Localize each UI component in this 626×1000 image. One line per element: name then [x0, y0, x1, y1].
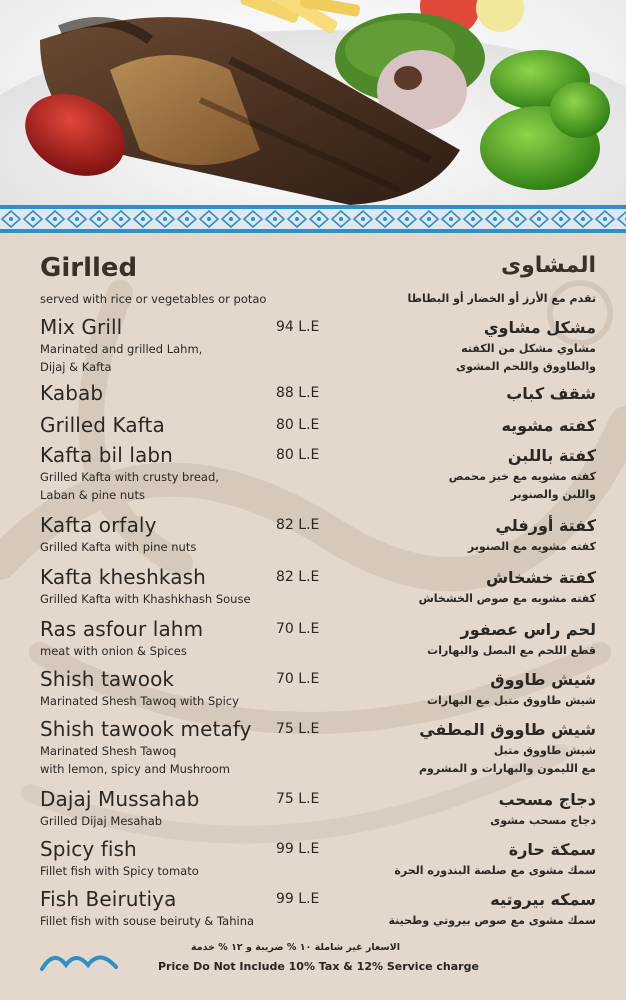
item-name-arabic: لحم راس عصفور	[460, 620, 596, 639]
band-dot	[383, 217, 387, 221]
band-dot	[471, 217, 475, 221]
band-dot	[53, 217, 57, 221]
item-price: 82 L.E	[276, 517, 320, 533]
band-dot	[273, 217, 277, 221]
item-description-arabic: مع الليمون والبهارات و المشروم	[418, 762, 596, 775]
band-dot	[317, 217, 321, 221]
item-description-english: meat with onion & Spices	[40, 644, 187, 658]
item-name-english: Mix Grill	[40, 315, 123, 339]
band-dot	[207, 217, 211, 221]
item-name-arabic: شقف كباب	[506, 384, 596, 403]
item-description-arabic: شيش طاووق متبل مع البهارات	[426, 694, 596, 707]
item-name-english: Shish tawook metafy	[40, 717, 252, 741]
item-description-english: Grilled Kafta with Khashkhash Souse	[40, 592, 251, 606]
item-price: 99 L.E	[276, 891, 320, 907]
wave-logo-icon	[40, 945, 120, 975]
band-dot	[251, 217, 255, 221]
item-name-english: Spicy fish	[40, 837, 137, 861]
item-description-arabic: سمك مشوى مع صوص بيروتي وطحينة	[388, 914, 596, 927]
item-description-arabic: كفته مشويه مع صوص الخشخاش	[418, 592, 596, 605]
item-name-english: Dajaj Mussahab	[40, 787, 200, 811]
item-description-arabic: سمك مشوى مع صلصة البندوره الحرة	[394, 864, 596, 877]
item-price: 94 L.E	[276, 319, 320, 335]
item-description-english: Grilled Kafta with pine nuts	[40, 540, 197, 554]
band-dot	[559, 217, 563, 221]
item-name-english: Kafta kheshkash	[40, 565, 206, 589]
band-dot	[9, 217, 13, 221]
item-description-english: Marinated Shesh Tawoq with Spicy	[40, 694, 239, 708]
band-dot	[581, 217, 585, 221]
footer-note-english: Price Do Not Include 10% Tax & 12% Service charge	[158, 960, 479, 973]
item-description-arabic: دجاج مسحب مشوى	[490, 814, 596, 827]
band-dot	[163, 217, 167, 221]
item-name-english: Grilled Kafta	[40, 413, 165, 437]
item-description-arabic: كفته مشويه مع الصنوبر	[467, 540, 596, 553]
band-dot	[141, 217, 145, 221]
item-description-arabic: واللبن والصنوبر	[510, 488, 596, 501]
item-price: 99 L.E	[276, 841, 320, 857]
band-dot	[603, 217, 607, 221]
item-description-english: Dijaj & Kafta	[40, 360, 112, 374]
band-dot	[119, 217, 123, 221]
item-description-english: Marinated and grilled Lahm,	[40, 342, 203, 356]
item-description-english: Laban & pine nuts	[40, 488, 145, 502]
item-description-english: Fillet fish with Spicy tomato	[40, 864, 199, 878]
item-name-english: Ras asfour lahm	[40, 617, 204, 641]
item-name-english: Kafta bil labn	[40, 443, 173, 467]
item-name-english: Shish tawook	[40, 667, 175, 691]
section-title-arabic: المشاوى	[500, 253, 596, 278]
item-name-arabic: سمكه بيروتيه	[490, 890, 596, 909]
section-subtitle-english: served with rice or vegetables or potao	[40, 292, 267, 306]
band-dot	[427, 217, 431, 221]
item-name-arabic: سمكة حارة	[508, 840, 596, 859]
band-dot	[537, 217, 541, 221]
band-dot	[229, 217, 233, 221]
item-name-arabic: مشكل مشاوي	[483, 318, 596, 337]
decorative-pattern-band	[0, 205, 626, 233]
item-description-english: Fillet fish with souse beiruty & Tahina	[40, 914, 255, 928]
item-description-arabic: قطع اللحم مع البصل والبهارات	[427, 644, 596, 657]
band-dot	[75, 217, 79, 221]
item-name-english: Kafta orfaly	[40, 513, 157, 537]
item-price: 80 L.E	[276, 417, 320, 433]
item-price: 75 L.E	[276, 721, 320, 737]
item-name-arabic: شيش طاووق	[490, 670, 596, 689]
item-description-english: Marinated Shesh Tawoq	[40, 744, 177, 758]
grill-platter-photo	[0, 0, 626, 208]
section-subtitle-arabic: تقدم مع الأرز أو الخضار أو البطاطا	[407, 292, 596, 305]
item-price: 80 L.E	[276, 447, 320, 463]
item-name-arabic: كفتة أورفلي	[495, 516, 596, 535]
item-description-arabic: كفته مشويه مع خبز محمص	[448, 470, 596, 483]
band-dot	[515, 217, 519, 221]
band-dot	[339, 217, 343, 221]
item-name-english: Kabab	[40, 381, 104, 405]
band-dot	[449, 217, 453, 221]
item-name-arabic: كفتة خشخاش	[485, 568, 596, 587]
item-description-english: Grilled Kafta with crusty bread,	[40, 470, 219, 484]
footer-note-arabic: الاسعار غير شاملة ١٠ % ضريبة و ١٢ % خدمة	[191, 942, 400, 953]
item-name-english: Fish Beirutiya	[40, 887, 177, 911]
item-description-arabic: مشاوي مشكل من الكفته	[461, 342, 596, 355]
item-price: 75 L.E	[276, 791, 320, 807]
item-name-arabic: كفته مشويه	[501, 416, 596, 435]
item-price: 70 L.E	[276, 671, 320, 687]
item-description-english: Grilled Dijaj Mesahab	[40, 814, 163, 828]
band-dot	[97, 217, 101, 221]
item-description-english: with lemon, spicy and Mushroom	[40, 762, 230, 776]
item-description-arabic: والطاووق واللحم المشوى	[456, 360, 596, 373]
band-dot	[295, 217, 299, 221]
band-dot	[185, 217, 189, 221]
item-name-arabic: شيش طاووق المطفي	[419, 720, 596, 739]
item-name-arabic: كفتة باللبن	[507, 446, 596, 465]
band-dot	[493, 217, 497, 221]
item-price: 70 L.E	[276, 621, 320, 637]
item-name-arabic: دجاج مسحب	[498, 790, 596, 809]
band-dot	[31, 217, 35, 221]
menu-panel	[0, 233, 626, 1000]
item-price: 82 L.E	[276, 569, 320, 585]
band-dot	[405, 217, 409, 221]
item-description-arabic: شيش طاووق متبل	[493, 744, 596, 757]
band-dot	[361, 217, 365, 221]
item-price: 88 L.E	[276, 385, 320, 401]
section-title-english: Girlled	[40, 253, 138, 283]
